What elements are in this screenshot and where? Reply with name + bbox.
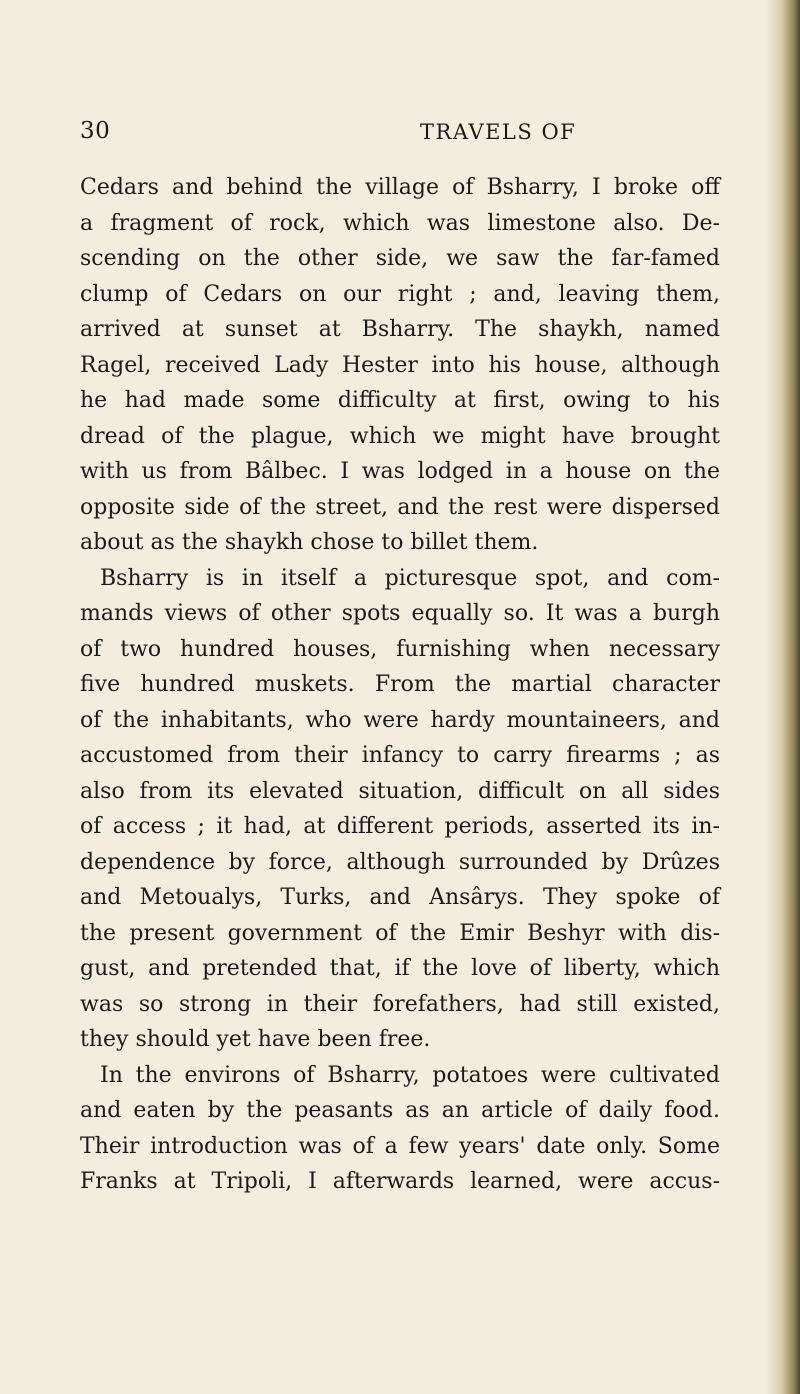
text-line: dread of the plague, which we might have brought [80, 423, 720, 449]
running-head: TRAVELS OF [420, 120, 577, 144]
text-line: Bsharry is in itself a picturesque spot, and com- [100, 565, 720, 591]
text-line: they should yet have been free. [80, 1027, 431, 1052]
text-line: about as the shaykh chose to billet them. [80, 530, 539, 555]
text-line: dependence by force, although surrounded by Drûzes [80, 849, 720, 875]
text-line: Cedars and behind the village of Bsharry, I broke off [80, 175, 720, 200]
text-line: Their introduction was of a few years' date only. Some [80, 1133, 720, 1159]
text-line: and eaten by the peasants as an article of daily food. [80, 1098, 720, 1123]
text-line: he had made some difficulty at first, owing to his [80, 388, 720, 413]
text-line: In the environs of Bsharry, potatoes were cultivated [100, 1062, 720, 1088]
text-line: accustomed from their infancy to carry firearms ; as [80, 743, 720, 768]
body-text [80, 170, 720, 1200]
text-line: was so strong in their forefathers, had still existed, [80, 991, 720, 1017]
text-line: and Metoualys, Turks, and Ansârys. They spoke of [80, 885, 720, 910]
page-number: 30 [80, 118, 111, 144]
text-line: Ragel, received Lady Hester into his house, although [80, 352, 720, 378]
text-line: a fragment of rock, which was limestone also. De- [80, 210, 720, 236]
text-line: gust, and pretended that, if the love of liberty, which [80, 956, 720, 981]
text-line: clump of Cedars on our right ; and, leaving them, [80, 281, 720, 307]
text-line: of the inhabitants, who were hardy mountaineers, and [80, 707, 720, 733]
text-line: of access ; it had, at different periods, asserted its in- [80, 814, 720, 839]
text-line: arrived at sunset at Bsharry. The shaykh, named [80, 317, 720, 342]
text-line: the present government of the Emir Beshyr with dis- [80, 920, 720, 946]
text-line: of two hundred houses, furnishing when necessary [80, 636, 720, 662]
text-line: five hundred muskets. From the martial character [80, 672, 720, 697]
text-line: opposite side of the street, and the rest were dispersed [80, 494, 720, 520]
text-line: mands views of other spots equally so. It was a burgh [80, 601, 720, 626]
text-line: Franks at Tripoli, I afterwards learned, were accus- [80, 1169, 720, 1194]
text-line: also from its elevated situation, difficult on all sides [80, 778, 720, 804]
text-line: with us from Bâlbec. I was lodged in a house on the [80, 459, 720, 484]
text-line: scending on the other side, we saw the far-famed [80, 246, 720, 271]
page-header [80, 118, 720, 158]
page-edge-shadow [766, 0, 800, 1394]
